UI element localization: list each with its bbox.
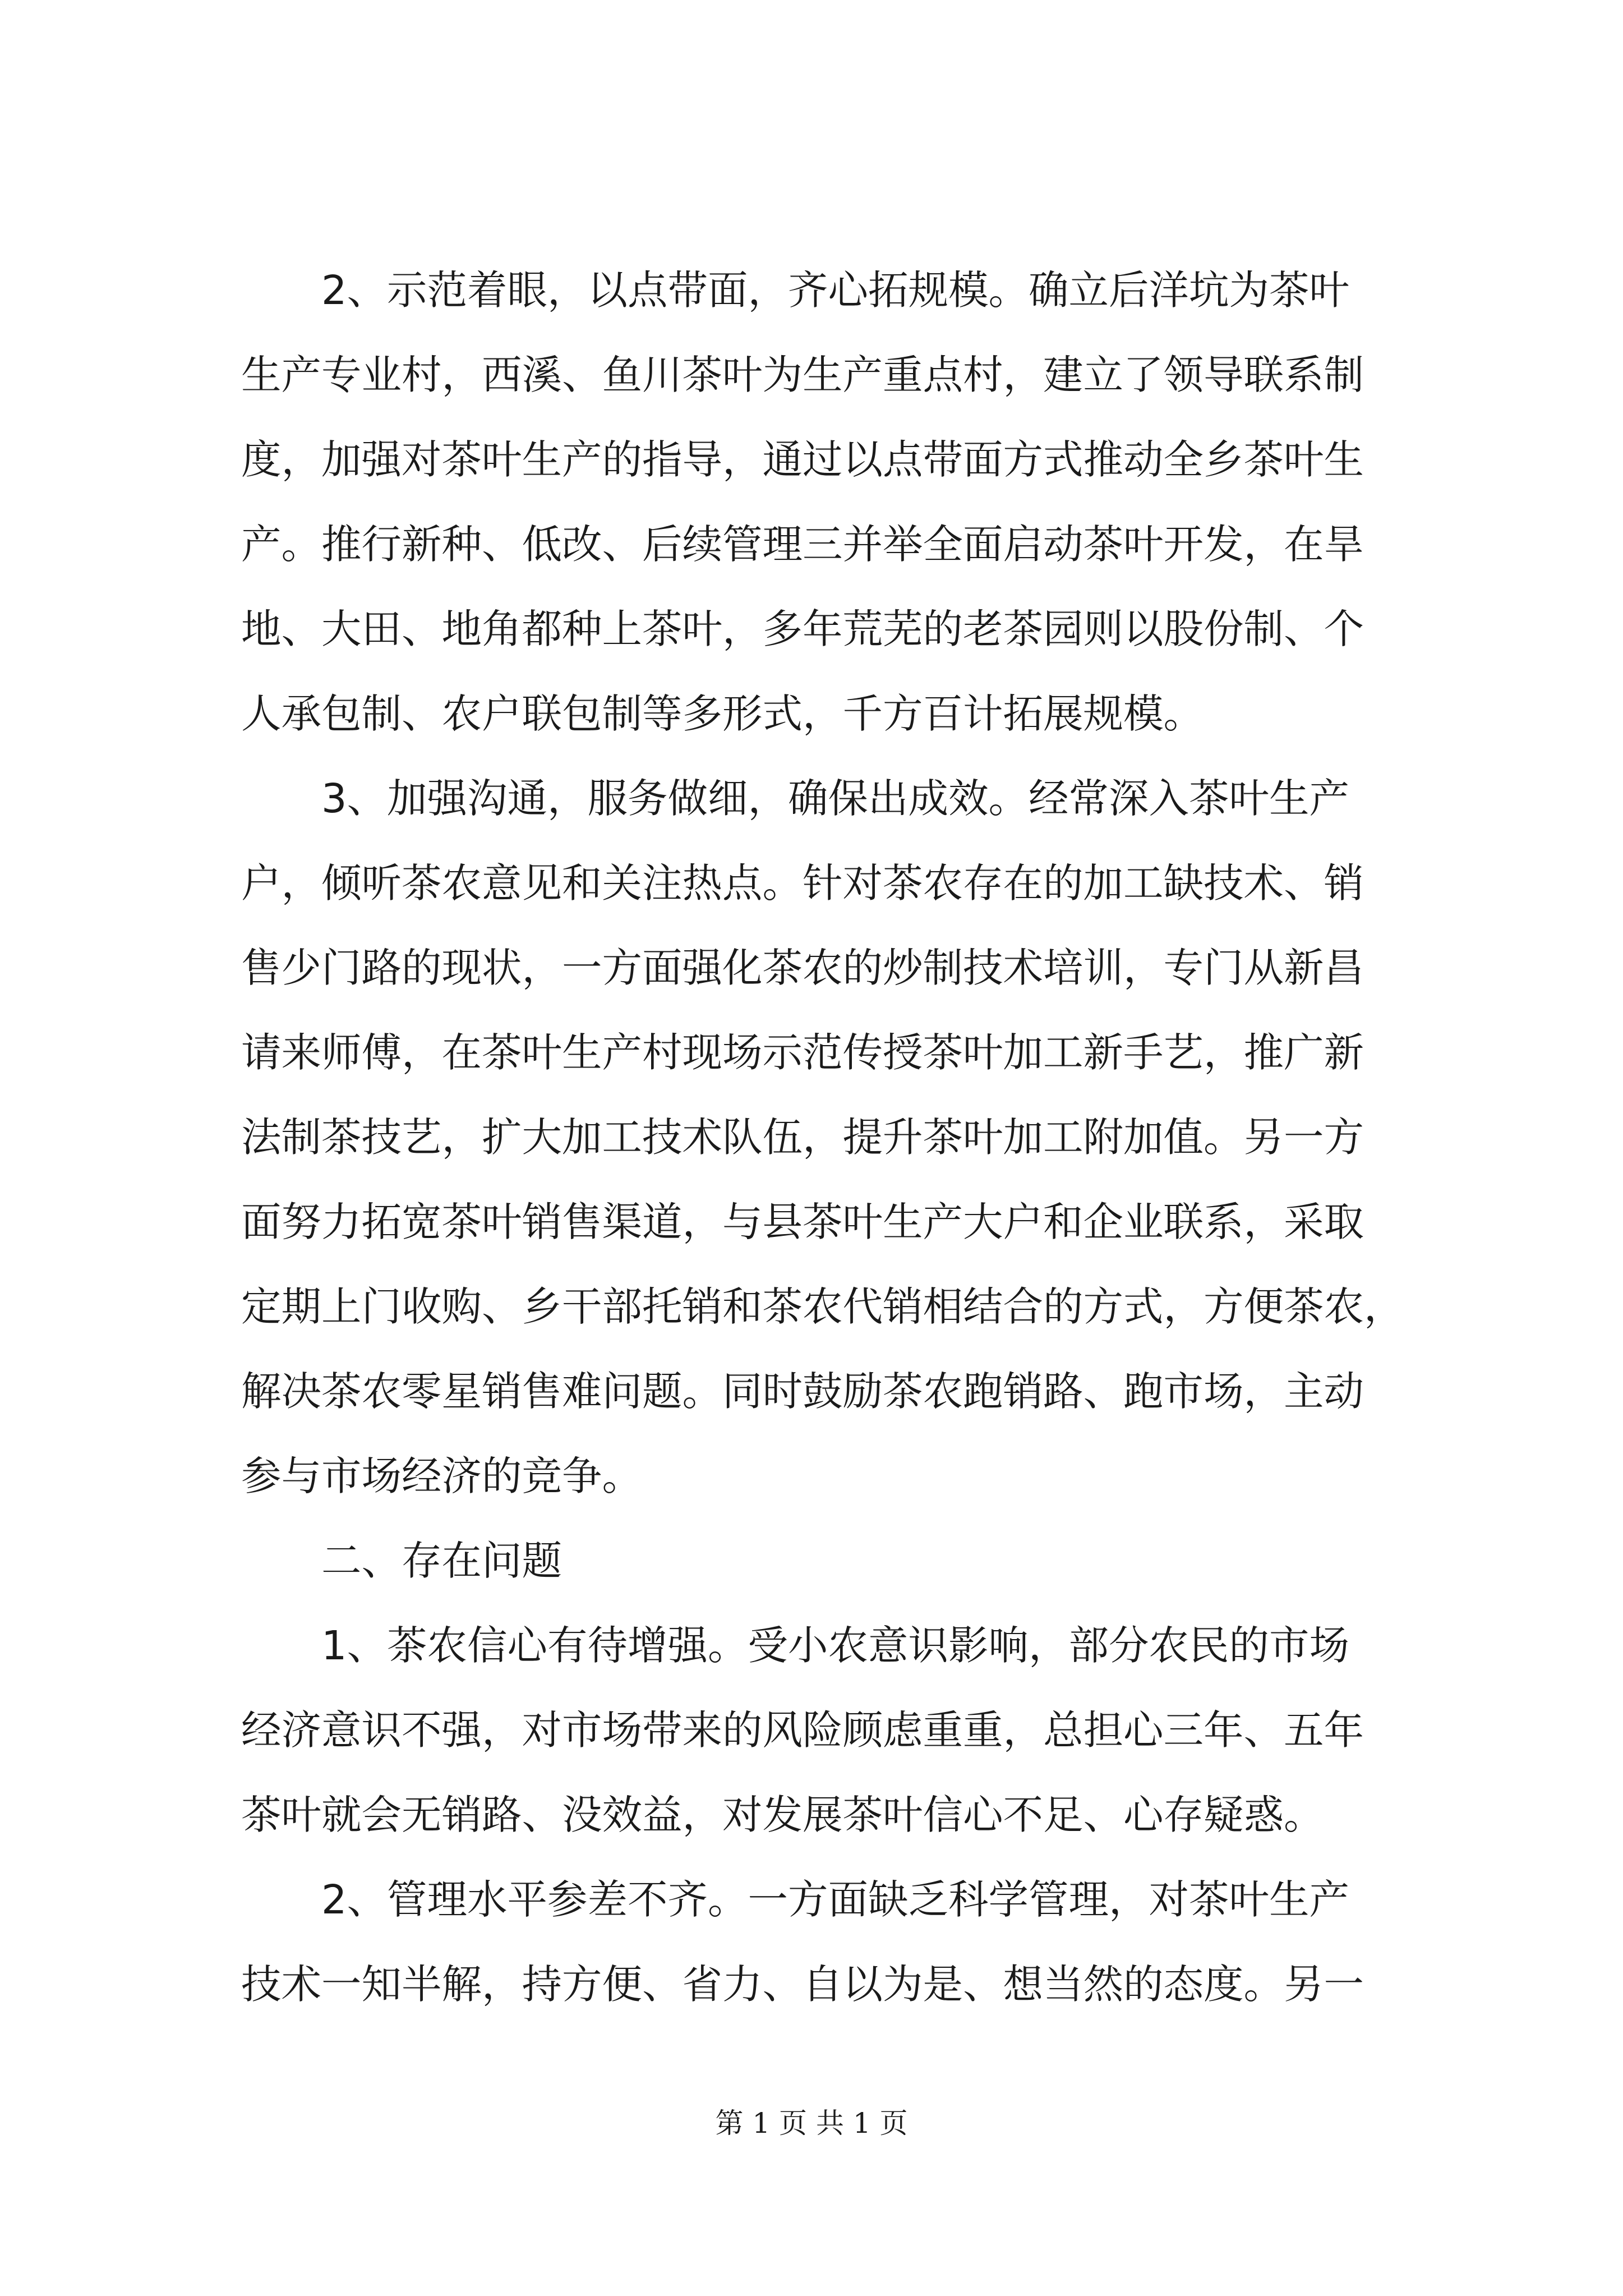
text-line: 产。推行新种、低改、后续管理三并举全面启动茶叶开发，在旱 — [241, 521, 1364, 568]
paragraph-management — [241, 1857, 1430, 2027]
text-line: 茶叶就会无销路、没效益，对发展茶叶信心不足、心存疑惑。 — [241, 1792, 1324, 1838]
paragraph-demonstration — [241, 248, 1430, 756]
text-line: 技术一知半解，持方便、省力、自以为是、想当然的态度。另一 — [241, 1961, 1364, 2008]
text-line: 面努力拓宽茶叶销售渠道，与县茶叶生产大户和企业联系，采取 — [241, 1199, 1364, 1245]
text-line: 定期上门收购、乡干部托销和茶农代销相结合的方式，方便茶农， — [241, 1283, 1404, 1330]
text-line: 经济意识不强，对市场带来的风险顾虑重重，总担心三年、五年 — [241, 1707, 1364, 1754]
text-line: 2、示范着眼，以点带面，齐心拓规模。确立后洋坑为茶叶 — [321, 267, 1349, 314]
text-line: 户，倾听茶农意见和关注热点。针对茶农存在的加工缺技术、销 — [241, 860, 1364, 907]
text-line: 参与市场经济的竞争。 — [241, 1453, 643, 1499]
text-line: 请来师傅，在茶叶生产村现场示范传授茶叶加工新手艺，推广新 — [241, 1029, 1364, 1076]
document-body — [241, 248, 1430, 2027]
text-line: 2、管理水平参差不齐。一方面缺乏科学管理，对茶叶生产 — [321, 1876, 1349, 1923]
text-line: 1、茶农信心有待增强。受小农意识影响，部分农民的市场 — [321, 1622, 1349, 1669]
text-line: 法制茶技艺，扩大加工技术队伍，提升茶叶加工附加值。另一方 — [241, 1114, 1364, 1161]
page-number-footer: 第 1 页 共 1 页 — [715, 2107, 908, 2139]
text-line: 售少门路的现状，一方面强化茶农的炒制技术培训，专门从新昌 — [241, 945, 1364, 991]
text-line: 度，加强对茶叶生产的指导，通过以点带面方式推动全乡茶叶生 — [241, 436, 1364, 483]
text-line: 生产专业村，西溪、鱼川茶叶为生产重点村，建立了领导联系制 — [241, 352, 1364, 398]
paragraph-communication — [241, 756, 1430, 1519]
text-line: 人承包制、农户联包制等多形式，千方百计拓展规模。 — [241, 691, 1204, 737]
text-line: 3、加强沟通，服务做细，确保出成效。经常深入茶叶生产 — [321, 775, 1349, 822]
text-line: 解决茶农零星销售难问题。同时鼓励茶农跑销路、跑市场，主动 — [241, 1368, 1364, 1415]
paragraph-confidence — [241, 1603, 1430, 1857]
section-heading: 二、存在问题 — [321, 1538, 562, 1584]
text-line: 地、大田、地角都种上茶叶，多年荒芜的老茶园则以股份制、个 — [241, 606, 1364, 652]
